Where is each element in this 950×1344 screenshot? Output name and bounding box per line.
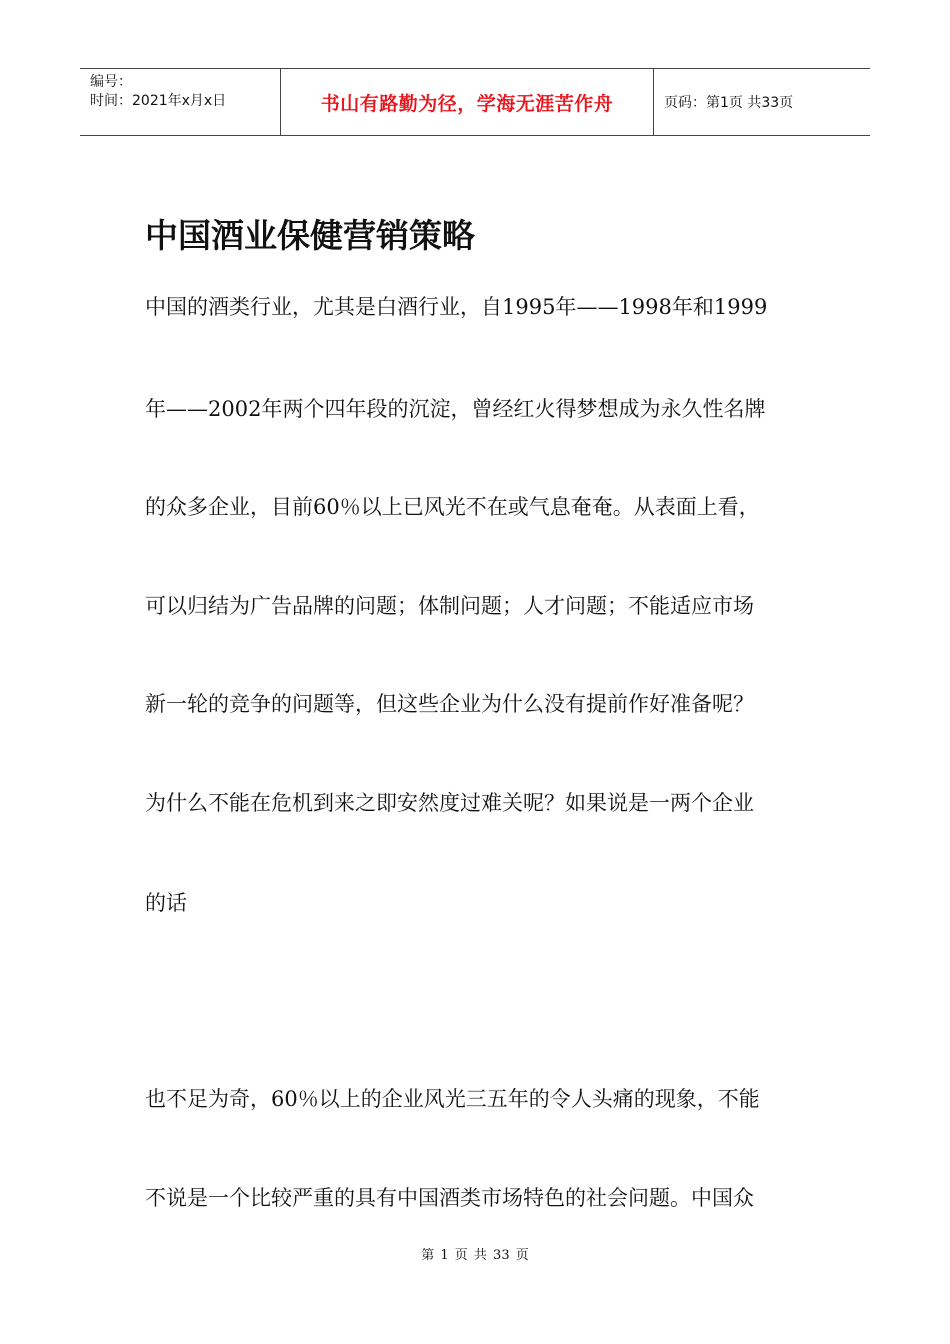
document-title: 中国酒业保健营销策略 [145, 216, 475, 255]
body-line: 中国的酒类行业，尤其是白酒行业，自1995年——1998年和1999 [145, 295, 768, 319]
document-time-label: 时间：2021年x月x日 [90, 93, 227, 109]
body-line: 年——2002年两个四年段的沉淀，曾经红火得梦想成为永久性名牌 [145, 397, 766, 421]
body-line: 不说是一个比较严重的具有中国酒类市场特色的社会问题。中国众 [145, 1186, 754, 1210]
document-number-label: 编号： [90, 74, 132, 90]
header-page-number: 页码：第1页 共33页 [664, 95, 794, 111]
body-line: 也不足为奇，60％以上的企业风光三五年的令人头痛的现象，不能 [145, 1087, 760, 1111]
page-footer: 第 1 页 共 33 页 [421, 1248, 529, 1263]
header-motto: 书山有路勤为径，学海无涯苦作舟 [281, 69, 654, 135]
header-meta [80, 69, 281, 135]
body-line: 的话 [145, 891, 187, 915]
body-line: 新一轮的竞争的问题等，但这些企业为什么没有提前作好准备呢？ [145, 692, 754, 716]
body-line: 可以归结为广告品牌的问题；体制问题；人才问题；不能适应市场 [145, 594, 754, 618]
body-line: 的众多企业，目前60％以上已风光不在或气息奄奄。从表面上看， [145, 495, 760, 519]
body-line: 为什么不能在危机到来之即安然度过难关呢？如果说是一两个企业 [145, 791, 754, 815]
page-header [80, 68, 870, 136]
